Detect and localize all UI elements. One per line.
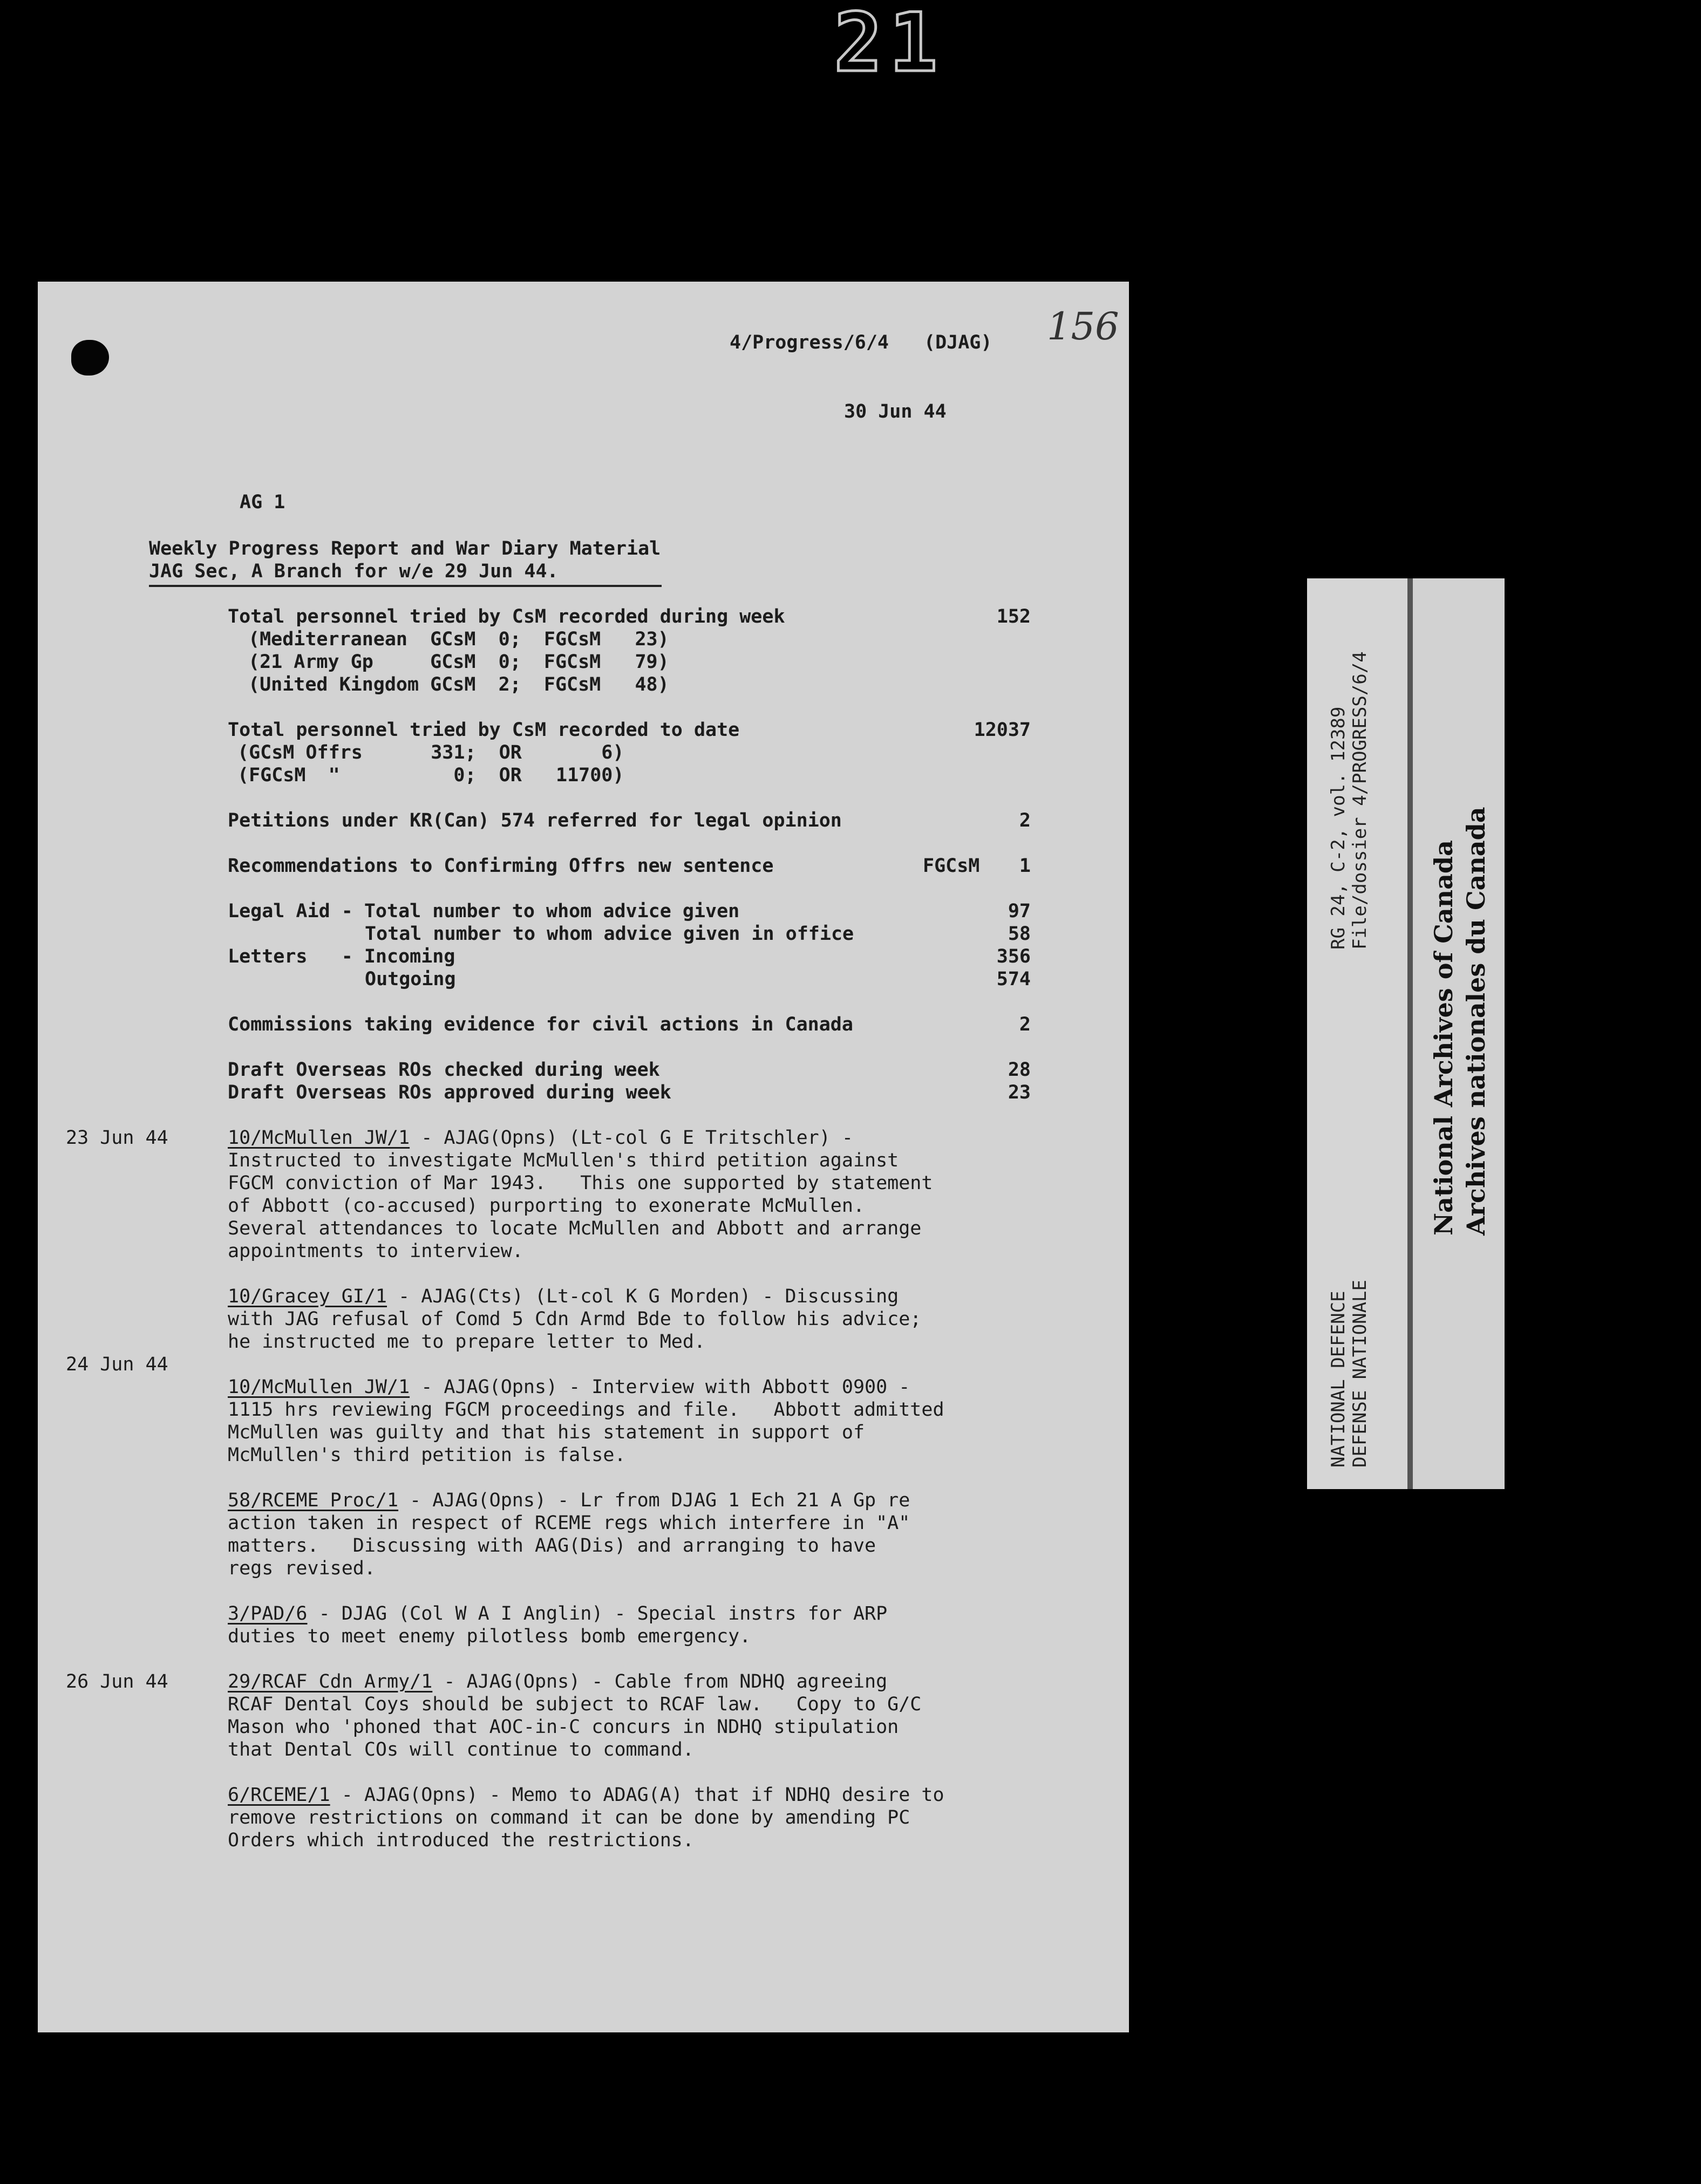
diary-file-ref: 10/McMullen JW/1 <box>228 1127 410 1149</box>
week-total-label: Total personnel tried by CsM recorded during week <box>228 606 785 627</box>
diary-line: McMullen was guilty and that his statement in support of <box>228 1422 865 1443</box>
diary-entry <box>228 1602 887 1625</box>
document-date: 30 Jun 44 <box>844 401 947 422</box>
week-breakdown-row: (United Kingdom GCsM 2; FGCsM 48) <box>248 674 669 695</box>
diary-line: action taken in respect of RCEME regs which interfere in "A" <box>228 1512 910 1534</box>
week-breakdown-row: (Mediterranean GCsM 0; FGCsM 23) <box>248 629 669 650</box>
letters-incoming-value: 356 <box>996 946 1031 967</box>
title-line-1: Weekly Progress Report and War Diary Material <box>149 538 661 559</box>
reference-line-1: RG 24, C-2, vol. 12389 <box>1328 706 1349 950</box>
addressee: AG 1 <box>240 492 285 513</box>
draft-checked-label: Draft Overseas ROs checked during week <box>228 1059 660 1081</box>
date-total-label: Total personnel tried by CsM recorded to date <box>228 719 740 741</box>
letters-outgoing-value: 574 <box>996 968 1031 990</box>
diary-line: that Dental COs will continue to command. <box>228 1739 694 1760</box>
week-total-value: 152 <box>996 606 1031 627</box>
recommendations-value: 1 <box>1019 855 1031 877</box>
recommendations-type: FGCsM <box>923 855 980 877</box>
date-breakdown-row: (GCsM Offrs 331; OR 6) <box>237 742 624 763</box>
title-underline <box>149 585 662 587</box>
diary-date: 23 Jun 44 <box>66 1127 168 1149</box>
diary-file-ref: 58/RCEME Proc/1 <box>228 1490 399 1511</box>
dept-line-2: DEFENSE NATIONALE <box>1349 1280 1371 1468</box>
diary-line: - AJAG(Opns) - Lr from DJAG 1 Ech 21 A Gp re <box>398 1490 910 1511</box>
file-reference: 4/Progress/6/4 <box>730 332 889 353</box>
diary-line: - AJAG(Cts) (Lt-col K G Morden) - Discussing <box>387 1286 899 1307</box>
legal-aid-value: 97 <box>1008 900 1031 922</box>
archives-label <box>1413 578 1505 1489</box>
legal-aid-office-value: 58 <box>1008 923 1031 945</box>
diary-line: of Abbott (co-accused) purporting to exonerate McMullen. <box>228 1195 865 1217</box>
draft-approved-label: Draft Overseas ROs approved during week <box>228 1082 671 1103</box>
archives-name-fr: Archives nationales du Canada <box>1461 807 1491 1236</box>
petitions-value: 2 <box>1019 810 1031 831</box>
diary-line: - AJAG(Opns) (Lt-col G E Tritschler) - <box>410 1127 853 1149</box>
diary-line: matters. Discussing with AAG(Dis) and arranging to have <box>228 1535 876 1557</box>
folio-number: 156 <box>1047 304 1119 349</box>
dept-line-1: NATIONAL DEFENCE <box>1328 1291 1349 1468</box>
date-breakdown-row: (FGCsM " 0; OR 11700) <box>237 765 624 786</box>
diary-entry <box>228 1127 853 1149</box>
diary-line: Several attendances to locate McMullen and Abbott and arrange <box>228 1218 922 1239</box>
diary-line: Orders which introduced the restrictions. <box>228 1830 694 1851</box>
diary-line: he instructed me to prepare letter to Med. <box>228 1331 706 1353</box>
diary-line: Mason who 'phoned that AOC-in-C concurs in NDHQ stipulation <box>228 1716 899 1738</box>
label-divider <box>1407 578 1413 1489</box>
archives-name-en: National Archives of Canada <box>1429 840 1458 1236</box>
document-page <box>38 282 1129 2032</box>
diary-line: regs revised. <box>228 1558 376 1579</box>
diary-entry <box>228 1784 944 1806</box>
diary-entry <box>228 1285 899 1308</box>
punch-hole-mark <box>71 340 109 376</box>
letters-incoming-label: Letters - Incoming <box>228 946 455 967</box>
diary-line: RCAF Dental Coys should be subject to RCAF law. Copy to G/C <box>228 1694 922 1715</box>
diary-line: - AJAG(Opns) - Interview with Abbott 0900 - <box>410 1376 910 1398</box>
diary-line: appointments to interview. <box>228 1240 523 1262</box>
petitions-label: Petitions under KR(Can) 574 referred for legal opinion <box>228 810 842 831</box>
office-code: (DJAG) <box>924 332 992 353</box>
diary-entry <box>228 1376 910 1398</box>
draft-checked-value: 28 <box>1008 1059 1031 1081</box>
diary-line: 1115 hrs reviewing FGCM proceedings and file. Abbott admitted <box>228 1399 944 1421</box>
letters-outgoing-label: Outgoing <box>365 968 456 990</box>
week-breakdown-row: (21 Army Gp GCsM 0; FGCsM 79) <box>248 651 669 673</box>
diary-line: - DJAG (Col W A I Anglin) - Special instrs for ARP <box>307 1603 888 1625</box>
diary-file-ref: 29/RCAF Cdn Army/1 <box>228 1671 433 1692</box>
diary-line: with JAG refusal of Comd 5 Cdn Armd Bde to follow his advice; <box>228 1308 922 1330</box>
date-total-value: 12037 <box>974 719 1031 741</box>
diary-line: - AJAG(Opns) - Memo to ADAG(A) that if NDHQ desire to <box>330 1784 944 1806</box>
diary-line: McMullen's third petition is false. <box>228 1444 626 1466</box>
diary-file-ref: 10/McMullen JW/1 <box>228 1376 410 1398</box>
reference-line-2: File/dossier 4/PROGRESS/6/4 <box>1349 651 1371 950</box>
diary-file-ref: 3/PAD/6 <box>228 1603 308 1625</box>
title-line-2: JAG Sec, A Branch for w/e 29 Jun 44. <box>149 561 559 582</box>
diary-line: duties to meet enemy pilotless bomb emergency. <box>228 1626 751 1647</box>
diary-date: 24 Jun 44 <box>66 1354 168 1375</box>
recommendations-label: Recommendations to Confirming Offrs new sentence <box>228 855 774 877</box>
diary-entry <box>228 1489 910 1512</box>
legal-aid-label: Legal Aid - Total number to whom advice given <box>228 900 740 922</box>
archive-reference-label <box>1307 578 1407 1489</box>
diary-line: remove restrictions on command it can be done by amending PC <box>228 1807 910 1828</box>
diary-entry <box>228 1670 887 1693</box>
legal-aid-office-label: Total number to whom advice given in office <box>365 923 854 945</box>
diary-date: 26 Jun 44 <box>66 1671 168 1692</box>
diary-line: FGCM conviction of Mar 1943. This one supported by statement <box>228 1172 933 1194</box>
diary-file-ref: 10/Gracey GI/1 <box>228 1286 387 1307</box>
draft-approved-value: 23 <box>1008 1082 1031 1103</box>
commissions-value: 2 <box>1019 1014 1031 1035</box>
microfilm-frame-number: 21 <box>834 0 944 90</box>
commissions-label: Commissions taking evidence for civil actions in Canada <box>228 1014 853 1035</box>
diary-file-ref: 6/RCEME/1 <box>228 1784 330 1806</box>
diary-line: - AJAG(Opns) - Cable from NDHQ agreeing <box>432 1671 888 1692</box>
diary-line: Instructed to investigate McMullen's third petition against <box>228 1150 899 1171</box>
